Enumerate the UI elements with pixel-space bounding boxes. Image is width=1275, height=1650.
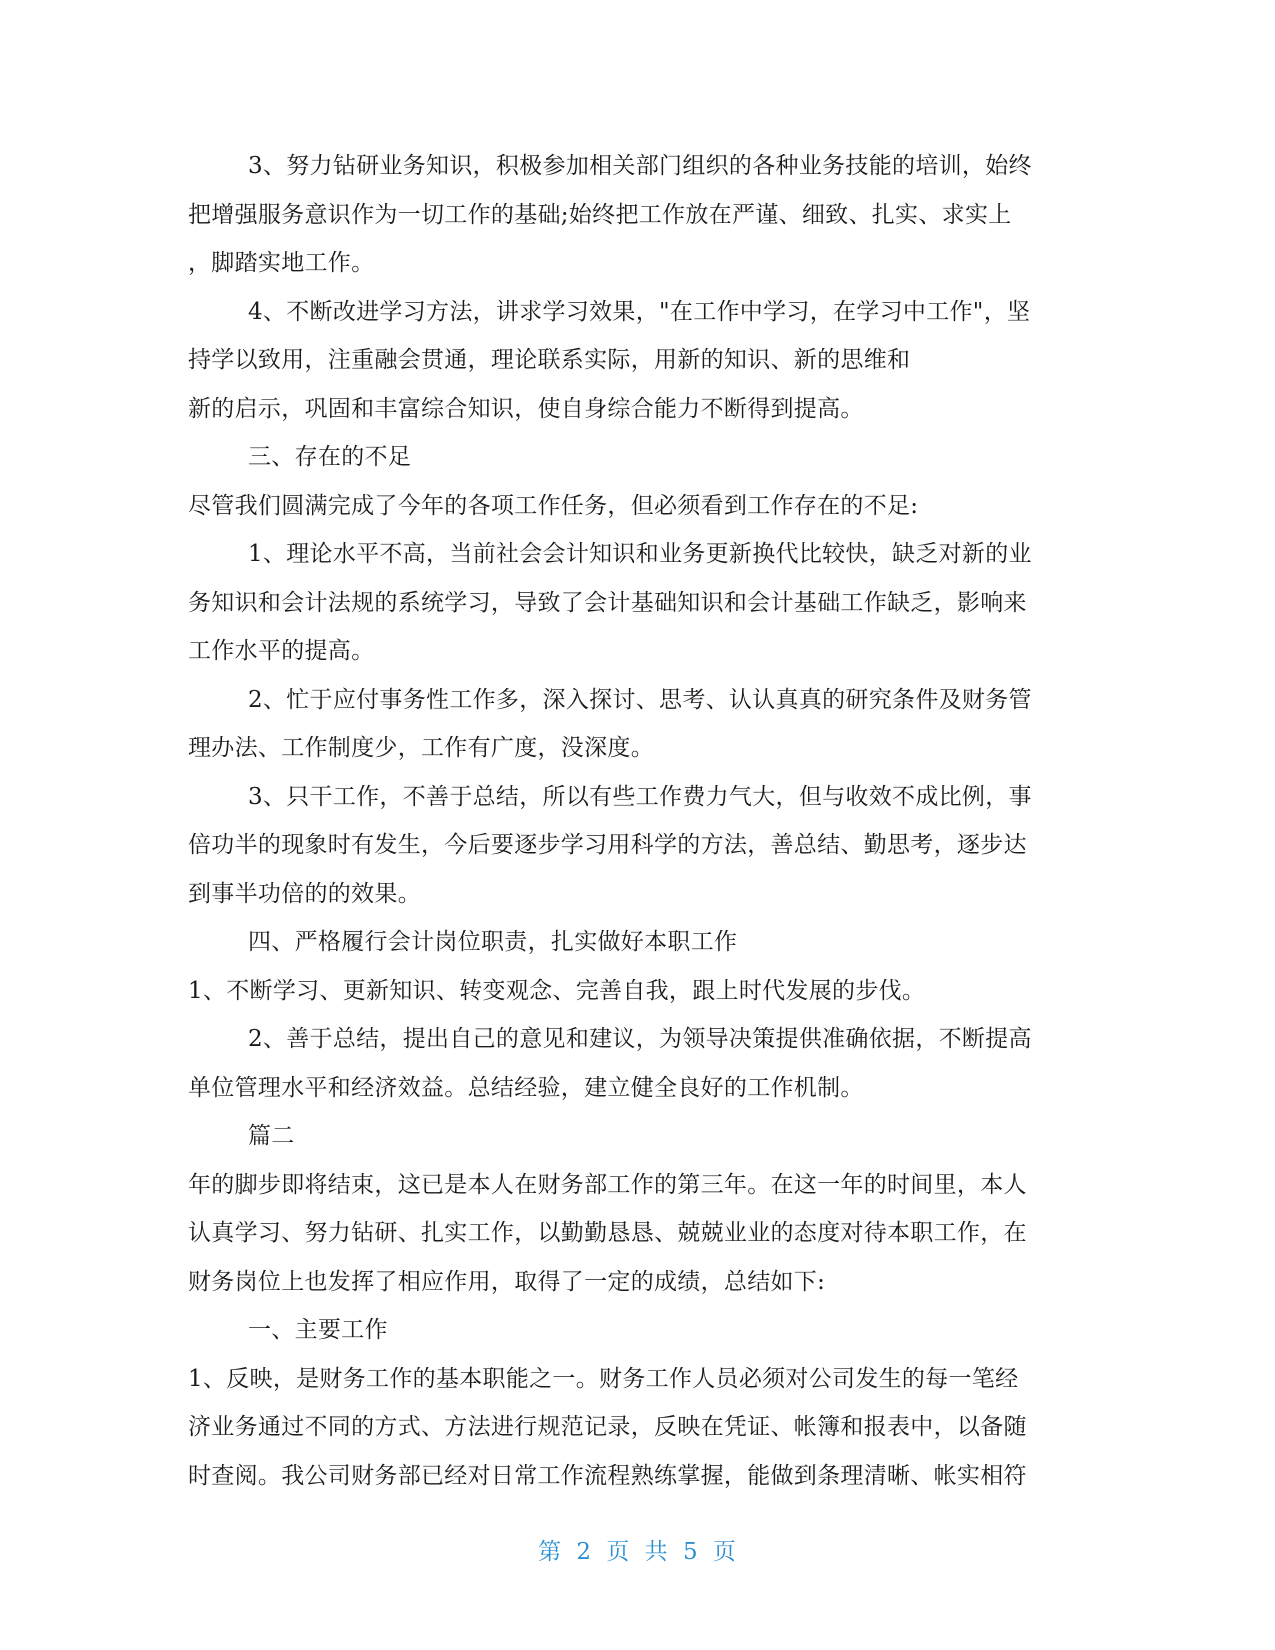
text-line: 4、不断改进学习方法，讲求学习效果，"在工作中学习，在学习中工作"，坚 [248, 298, 1031, 325]
text-line: 1、理论水平不高，当前社会会计知识和业务更新换代比较快，缺乏对新的业 [248, 541, 1032, 567]
text-line: 1、不断学习、更新知识、转变观念、完善自我，跟上时代发展的步伐。 [188, 977, 926, 1004]
text-line: 2、善于总结，提出自己的意见和建议，为领导决策提供准确依据，不断提高 [248, 1026, 1032, 1052]
text-line: 单位管理水平和经济效益。总结经验，建立健全良好的工作机制。 [188, 1074, 864, 1101]
text-line: 持学以致用，注重融会贯通，理论联系实际，用新的知识、新的思维和 [188, 347, 911, 373]
text-line: 四、严格履行会计岗位职责，扎实做好本职工作 [248, 929, 738, 955]
text-line: 1、反映，是财务工作的基本职能之一。财务工作人员必须对公司发生的每一笔经 [188, 1365, 1019, 1392]
text-line: 年的脚步即将结束，这已是本人在财务部工作的第三年。在这一年的时间里，本人 [188, 1171, 1027, 1198]
text-line: 工作水平的提高。 [188, 638, 375, 664]
text-line: 3、努力钻研业务知识，积极参加相关部门组织的各种业务技能的培训，始终 [248, 153, 1032, 179]
text-line: 到事半功倍的的效果。 [188, 880, 421, 907]
text-line: 理办法、工作制度少，工作有广度，没深度。 [188, 735, 654, 761]
text-line: 财务岗位上也发挥了相应作用，取得了一定的成绩，总结如下: [188, 1268, 826, 1295]
text-line: ，脚踏实地工作。 [188, 250, 375, 276]
text-line: 篇二 [248, 1123, 295, 1149]
text-line: 3、只干工作，不善于总结，所以有些工作费力气大，但与收效不成比例，事 [248, 783, 1032, 810]
document-body [188, 142, 1088, 1500]
text-line: 一、主要工作 [248, 1317, 388, 1343]
text-line: 新的启示，巩固和丰富综合知识，使自身综合能力不断得到提高。 [188, 395, 864, 422]
text-line: 务知识和会计法规的系统学习，导致了会计基础知识和会计基础工作缺乏，影响来 [188, 589, 1027, 616]
text-line: 济业务通过不同的方式、方法进行规范记录，反映在凭证、帐簿和报表中，以备随 [188, 1414, 1027, 1440]
text-line: 把增强服务意识作为一切工作的基础;始终把工作放在严谨、细致、扎实、求实上 [188, 201, 1012, 228]
text-line: 倍功半的现象时有发生，今后要逐步学习用科学的方法，善总结、勤思考，逐步达 [188, 832, 1027, 858]
text-line: 尽管我们圆满完成了今年的各项工作任务，但必须看到工作存在的不足: [188, 492, 919, 519]
text-line: 认真学习、努力钻研、扎实工作，以勤勤恳恳、兢兢业业的态度对待本职工作，在 [188, 1220, 1027, 1246]
text-line: 三、存在的不足 [248, 444, 412, 470]
page-number-footer: 第 2 页 共 5 页 [538, 1539, 737, 1565]
text-line: 2、忙于应付事务性工作多，深入探讨、思考、认认真真的研究条件及财务管 [248, 686, 1032, 713]
text-line: 时查阅。我公司财务部已经对日常工作流程熟练掌握，能做到条理清晰、帐实相符 [188, 1462, 1027, 1489]
